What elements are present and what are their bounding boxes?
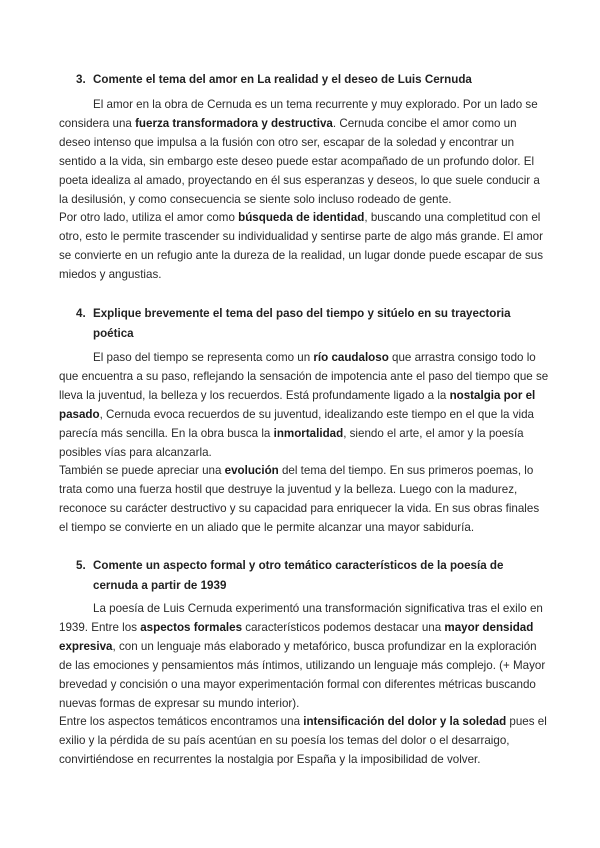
text-run: . Cernuda concibe el amor como un deseo intenso que impulsa a la fusión con otro ser, escapar de la soledad y encontrar un sentido a la vida, sin embargo este deseo puede estar acompañado de un profundo dolor. El poeta idealiza al amado, proyectando en él sus esperanzas y deseos, lo que suele conducir a la desilusión, y como consecuencia se siente solo incluso rodeado de gente.	[59, 116, 540, 206]
bold-term: intensificación del dolor y la soledad	[303, 715, 507, 729]
text-run: pues el exilio y la pérdida de su país acentúan en su poesía los temas del dolor o el desarraigo, convirtiéndose en recurrentes la nostalgia por España y la imposibilidad de volver.	[59, 715, 547, 767]
text-run: , con un lenguaje más elaborado y metafórico, busca profundizar en la exploración de las emociones y pensamientos más íntimos, utilizando un lenguaje más complejo. (+ Mayor brevedad y concisión o una mayor experimentación formal con diferentes métricas buscando nuevas formas de expresar su mundo interior).	[59, 639, 546, 710]
text-run: que arrastra consigo todo lo que encuentra a su paso, reflejando la sensación de impotencia ante el paso del tiempo que se lleva la juventud, la belleza y los recuerdos. Está profundamente ligado a la	[59, 351, 549, 402]
bold-term: río caudaloso	[313, 351, 389, 364]
text-run: Por otro lado, utiliza el amor como	[59, 211, 239, 225]
text-run: Entre los aspectos temáticos encontramos una	[59, 715, 304, 729]
bold-term: evolución	[224, 464, 279, 478]
question-number: 5.	[76, 559, 86, 572]
answer-5-paragraph-2	[59, 713, 549, 770]
question-4-heading	[76, 304, 550, 344]
bold-term: mayor densidad expresiva	[59, 620, 534, 653]
text-run: del tema del tiempo. En sus primeros poemas, lo trata como una fuerza hostil que destruye la juventud y la belleza. Luego con la madurez, reconoce su carácter destructivo y su capacidad para enriquecer la vida. En sus obras finales el tiempo se convierte en un aliado que le permite alcanzar una mayor sabiduría.	[59, 464, 540, 535]
question-text: Explique brevemente el tema del paso del tiempo y sitúelo en su trayectoria poética	[93, 307, 511, 340]
question-5-heading	[76, 556, 550, 596]
answer-4-paragraph-1	[59, 349, 549, 462]
bold-term: fuerza transformadora y destructiva	[135, 116, 333, 130]
text-run: , Cernuda evoca recuerdos de su juventud, idealizando este tiempo en el que la vida parecía más sencilla. En la obra busca la	[59, 407, 534, 440]
text-run: , buscando una completitud con el otro, esto le permite trascender su individualidad y sentirse parte de algo más grande. El amor se convierte en un refugio ante la dureza de la realidad, un lugar donde puede escapar de sus miedos y angustias.	[59, 211, 544, 282]
text-run: El paso del tiempo se representa como un	[93, 351, 314, 364]
question-number: 3.	[76, 73, 86, 86]
text-run: También se puede apreciar una	[59, 464, 225, 478]
text-run: El amor en la obra de Cernuda es un tema recurrente y muy explorado. Por un lado se considera una	[59, 98, 538, 130]
answer-4	[59, 349, 549, 538]
text-run: La poesía de Luis Cernuda experimentó una transformación significativa tras el exilo en 1939. Entre los	[59, 602, 543, 634]
answer-5-paragraph-1	[59, 600, 549, 713]
question-3-heading	[76, 70, 550, 90]
question-text: Comente un aspecto formal y otro temático característicos de la poesía de cernuda a partir de 1939	[93, 559, 504, 592]
answer-5	[59, 600, 549, 770]
answer-3	[59, 96, 549, 285]
bold-term: nostalgia por el pasado	[59, 388, 536, 421]
bold-term: búsqueda de identidad	[238, 211, 365, 225]
answer-4-paragraph-2	[59, 462, 549, 538]
question-number: 4.	[76, 307, 86, 320]
answer-3-paragraph-1	[59, 96, 549, 209]
text-run: , siendo el arte, el amor y la poesía posibles vías para alcanzarla.	[59, 426, 524, 459]
question-text: Comente el tema del amor en La realidad y el deseo de Luis Cernuda	[93, 73, 472, 86]
answer-3-paragraph-2	[59, 209, 549, 285]
text-run: característicos podemos destacar una	[242, 620, 445, 634]
bold-term: aspectos formales	[140, 620, 243, 634]
bold-term: inmortalidad	[273, 426, 344, 440]
